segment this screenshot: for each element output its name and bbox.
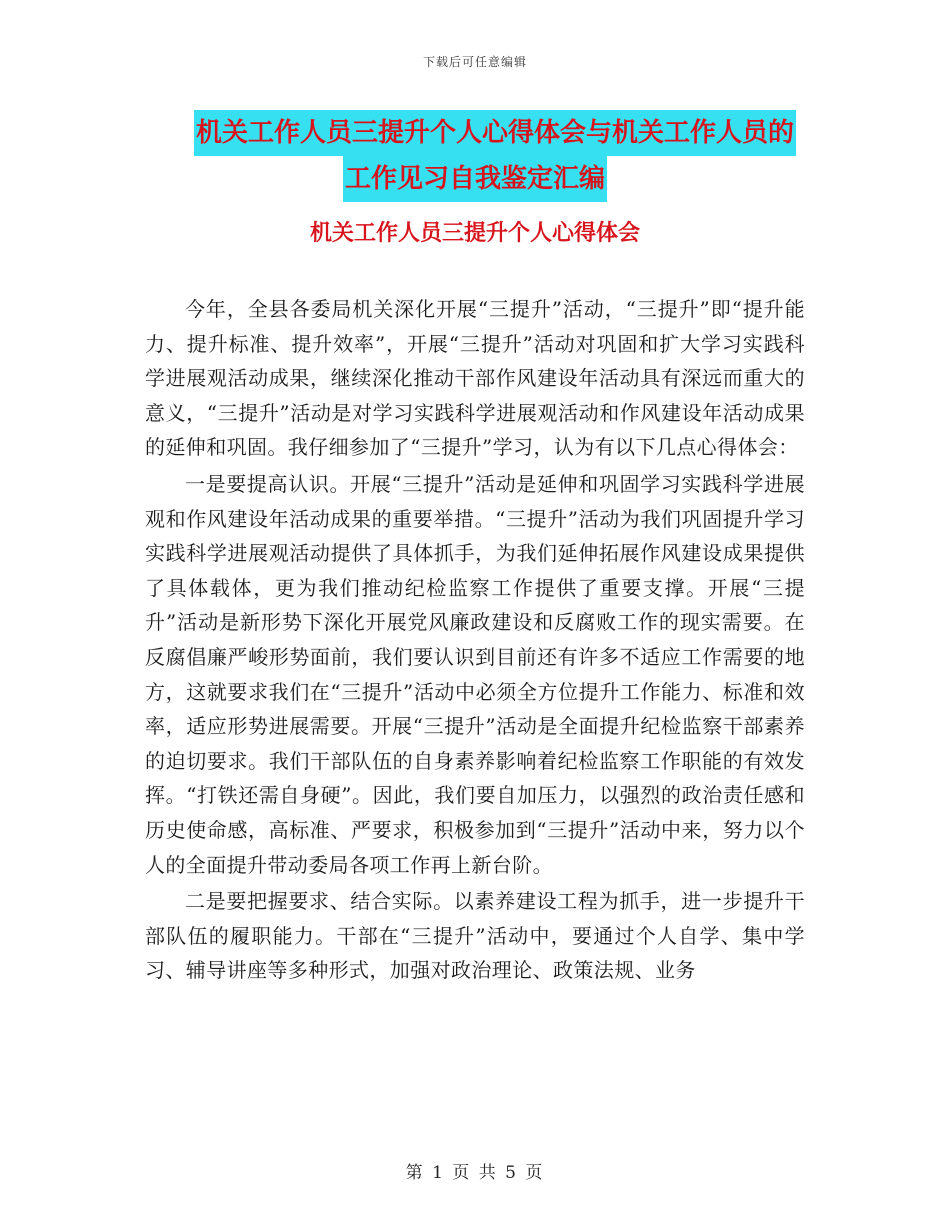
- section-title: 机关工作人员三提升个人心得体会: [309, 221, 640, 246]
- body-paragraph-1: 今年，全县各委局机关深化开展“三提升”活动，“三提升”即“提升能力、提升标准、提升效率”，开展“三提升”活动对巩固和扩大学习实践科学进展观活动成果，继续深化推动干部作风建设年活动具有深远而重大的意义，“三提升”活动是对学习实践科学进展观活动和作风建设年活动成果的延伸和巩固。我仔细参加了“三提升”学习，认为有以下几点心得体会：: [145, 297, 805, 460]
- document-title: [0, 110, 950, 202]
- page-number-footer: 第 1 页 共 5 页: [405, 1163, 545, 1183]
- body-paragraph-3: 二是要把握要求、结合实际。以素养建设工程为抓手，进一步提升干部队伍的履职能力。干部在“三提升”活动中，要通过个人自学、集中学习、辅导讲座等多种形式，加强对政治理论、政策法规、业务: [145, 889, 805, 983]
- body-paragraph-2: 一是要提高认识。开展“三提升”活动是延伸和巩固学习实践科学进展观和作风建设年活动成果的重要举措。“三提升”活动为我们巩固提升学习实践科学进展观活动提供了具体抓手，为我们延伸拓展作风建设成果提供了具体载体，更为我们推动纪检监察工作提供了重要支撑。开展“三提升”活动是新形势下深化开展党风廉政建设和反腐败工作的现实需要。在反腐倡廉严峻形势面前，我们要认识到目前还有许多不适应工作需要的地方，这就要求我们在“三提升”活动中必须全方位提升工作能力、标准和效率，适应形势进展需要。开展“三提升”活动是全面提升纪检监察干部素养的迫切要求。我们干部队伍的自身素养影响着纪检监察工作职能的有效发挥。“打铁还需自身硬”。因此，我们要自加压力，以强烈的政治责任感和历史使命感，高标准、严要求，积极参加到“三提升”活动中来，努力以个人的全面提升带动委局各项工作再上新台阶。: [145, 471, 805, 877]
- document-title-line-2: 工作见习自我鉴定汇编: [343, 156, 607, 202]
- document-body: [145, 292, 805, 990]
- document-title-line-1: 机关工作人员三提升个人心得体会与机关工作人员的: [194, 110, 796, 156]
- page-header-note: 下载后可任意编辑: [422, 55, 527, 69]
